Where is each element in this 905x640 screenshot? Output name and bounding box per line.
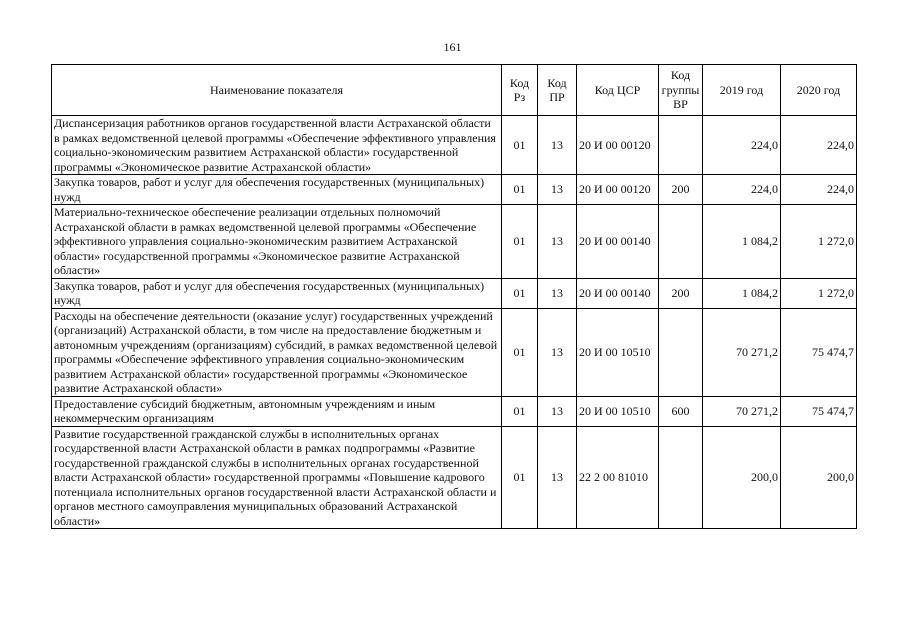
- table-row: [52, 116, 857, 175]
- table-row: [52, 278, 857, 308]
- row-2020: 1 272,0: [781, 205, 857, 279]
- header-name: Наименование показателя: [52, 65, 502, 116]
- row-rz: 01: [502, 116, 538, 175]
- row-2019: 70 271,2: [703, 396, 781, 426]
- row-rz: 01: [502, 308, 538, 396]
- row-2019: 224,0: [703, 116, 781, 175]
- table-row: [52, 308, 857, 396]
- row-name: Закупка товаров, работ и услуг для обеспечения государственных (муниципальных) нужд: [52, 175, 502, 205]
- row-vr: 600: [659, 396, 703, 426]
- row-name: Закупка товаров, работ и услуг для обеспечения государственных (муниципальных) нужд: [52, 278, 502, 308]
- row-name: Расходы на обеспечение деятельности (оказание услуг) государственных учреждений (организаций) Астраханской области, в том числе на предоставление бюджетным и автономным учреждениям (организациям) субсидий, в рамках ведомственной целевой программы «Обеспечение эффективного управления социально-экономическим развитием Астраханской области» государственной программы «Экономическое развитие Астраханской области»: [52, 308, 502, 396]
- row-rz: 01: [502, 205, 538, 279]
- row-2019: 200,0: [703, 426, 781, 529]
- row-2019: 1 084,2: [703, 278, 781, 308]
- row-csr: 20 И 00 00120: [577, 116, 659, 175]
- row-2020: 200,0: [781, 426, 857, 529]
- row-2020: 1 272,0: [781, 278, 857, 308]
- table-header-row: [52, 65, 857, 116]
- row-vr: [659, 308, 703, 396]
- table-row: [52, 205, 857, 279]
- row-name: Развитие государственной гражданской службы в исполнительных органах государственной власти Астраханской области в рамках подпрограммы «Развитие государственной гражданской службы в исполнительных органах государственной власти Астраханской области» государственной программы «Повышение кадрового потенциала исполнительных органов государственной власти Астраханской области и органов местного самоуправления муниципальных образований Астраханской области»: [52, 426, 502, 529]
- row-csr: 20 И 00 10510: [577, 308, 659, 396]
- row-pr: 13: [538, 396, 577, 426]
- table-row: [52, 175, 857, 205]
- row-pr: 13: [538, 205, 577, 279]
- row-pr: 13: [538, 278, 577, 308]
- row-name: Материально-техническое обеспечение реализации отдельных полномочий Астраханской области в рамках ведомственной целевой программы «Обеспечение эффективного управления социально-экономическим развитием Астраханской области» государственной программы «Экономическое развитие Астраханской области»: [52, 205, 502, 279]
- header-pr: Код ПР: [538, 65, 577, 116]
- row-pr: 13: [538, 308, 577, 396]
- row-2020: 224,0: [781, 175, 857, 205]
- row-name: Диспансеризация работников органов государственной власти Астраханской области в рамках ведомственной целевой программы «Обеспечение эффективного управления социально-экономическим развитием Астраханской области» государственной программы «Экономическое развитие Астраханской области»: [52, 116, 502, 175]
- row-csr: 20 И 00 10510: [577, 396, 659, 426]
- budget-table: [51, 64, 857, 529]
- row-vr: [659, 205, 703, 279]
- row-2019: 224,0: [703, 175, 781, 205]
- header-csr: Код ЦСР: [577, 65, 659, 116]
- row-rz: 01: [502, 426, 538, 529]
- row-pr: 13: [538, 426, 577, 529]
- row-vr: 200: [659, 278, 703, 308]
- row-2020: 224,0: [781, 116, 857, 175]
- row-csr: 20 И 00 00120: [577, 175, 659, 205]
- header-2020: 2020 год: [781, 65, 857, 116]
- row-rz: 01: [502, 278, 538, 308]
- row-vr: [659, 426, 703, 529]
- row-rz: 01: [502, 396, 538, 426]
- row-2020: 75 474,7: [781, 396, 857, 426]
- row-csr: 20 И 00 00140: [577, 205, 659, 279]
- header-rz: Код Рз: [502, 65, 538, 116]
- row-pr: 13: [538, 175, 577, 205]
- row-2019: 1 084,2: [703, 205, 781, 279]
- header-vr: Код группы ВР: [659, 65, 703, 116]
- row-vr: [659, 116, 703, 175]
- row-csr: 20 И 00 00140: [577, 278, 659, 308]
- table-row: [52, 396, 857, 426]
- header-2019: 2019 год: [703, 65, 781, 116]
- page-number: 161: [443, 40, 462, 54]
- row-pr: 13: [538, 116, 577, 175]
- row-rz: 01: [502, 175, 538, 205]
- row-2019: 70 271,2: [703, 308, 781, 396]
- row-2020: 75 474,7: [781, 308, 857, 396]
- row-name: Предоставление субсидий бюджетным, автономным учреждениям и иным некоммерческим организациям: [52, 396, 502, 426]
- row-vr: 200: [659, 175, 703, 205]
- row-csr: 22 2 00 81010: [577, 426, 659, 529]
- table-row: [52, 426, 857, 529]
